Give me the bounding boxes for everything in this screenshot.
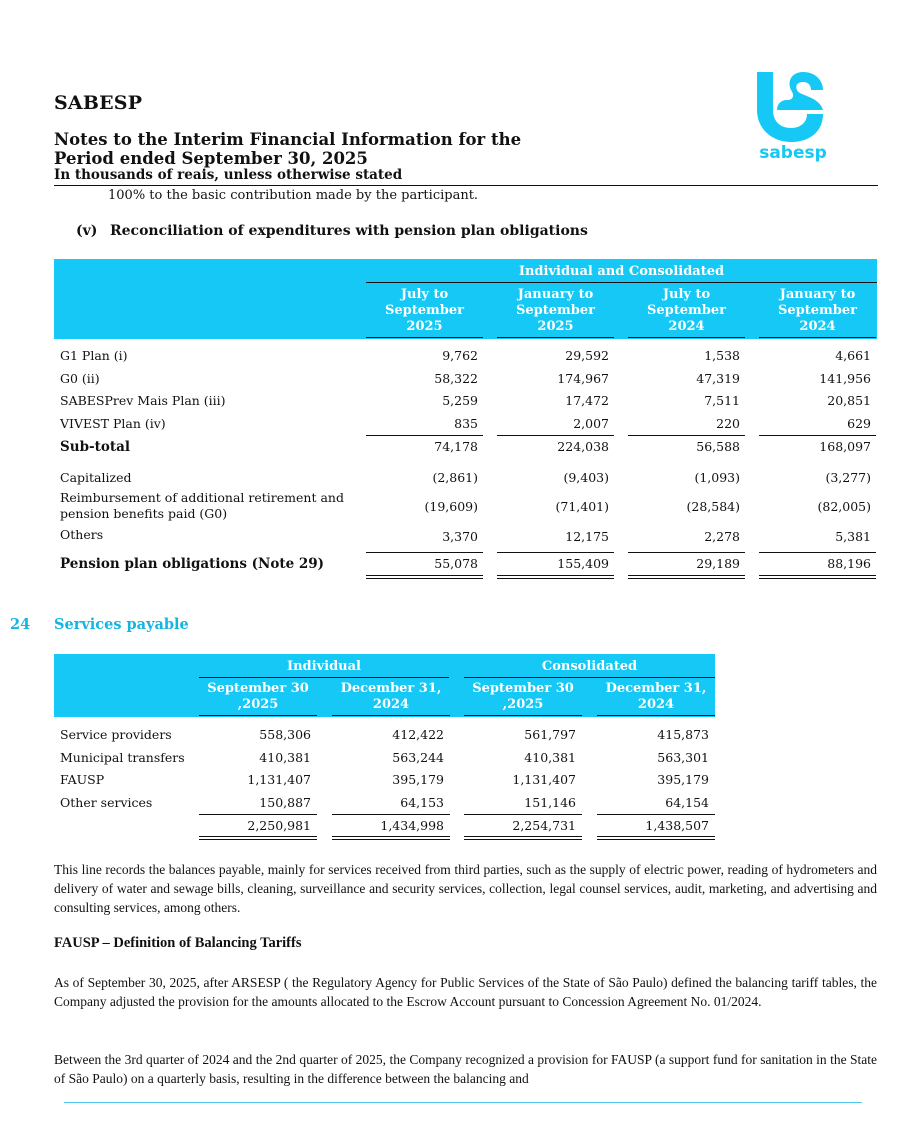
total-rule xyxy=(628,552,745,553)
cell-value: 1,131,407 xyxy=(512,772,576,787)
group-header-individual: Individual xyxy=(199,656,449,678)
cell-value: 412,422 xyxy=(392,727,444,742)
cell-value: 2,250,981 xyxy=(247,818,311,833)
fausp-provision-paragraph: Between the 3rd quarter of 2024 and the 2nd quarter of 2025, the Company recognized a provision for FAUSP (a support fund for sanitation in the State of São Paulo) on a quarterly basis, resulting in the difference between the balancing and xyxy=(54,1052,877,1086)
column-header: December 31, 2024 xyxy=(340,681,442,712)
double-underline xyxy=(759,575,876,579)
total-rule xyxy=(332,814,450,815)
cell-value: 3,370 xyxy=(442,529,478,544)
cell-value: 5,259 xyxy=(442,393,478,408)
cell-value: 174,967 xyxy=(557,371,609,386)
row-label: Sub-total xyxy=(60,439,130,455)
cell-value: 12,175 xyxy=(565,529,609,544)
cell-value: 410,381 xyxy=(259,750,311,765)
subtotal-rule xyxy=(628,435,745,436)
cell-value: 1,538 xyxy=(704,348,740,363)
cell-value: 155,409 xyxy=(557,556,609,571)
cell-value: 151,146 xyxy=(524,795,576,810)
subtotal-rule xyxy=(366,435,483,436)
cell-value: 64,153 xyxy=(400,795,444,810)
section-number: 24 xyxy=(10,616,31,633)
total-rule xyxy=(759,552,876,553)
cell-value: 168,097 xyxy=(819,439,871,454)
row-label: Municipal transfers xyxy=(60,750,185,765)
column-header: January to September 2025 xyxy=(516,287,595,334)
cell-value: 395,179 xyxy=(392,772,444,787)
total-rule xyxy=(497,552,614,553)
row-label: Other services xyxy=(60,795,153,810)
section-v-heading xyxy=(76,223,588,239)
cell-value: (28,584) xyxy=(686,499,740,514)
double-underline xyxy=(597,836,715,840)
column-header: July to September 2025 xyxy=(385,287,464,334)
cell-value: (82,005) xyxy=(817,499,871,514)
cell-value: (71,401) xyxy=(555,499,609,514)
cell-value: 58,322 xyxy=(434,371,478,386)
column-header: December 31, 2024 xyxy=(605,681,707,712)
cell-value: 29,592 xyxy=(565,348,609,363)
cell-value: 47,319 xyxy=(696,371,740,386)
row-label: SABESPrev Mais Plan (iii) xyxy=(60,393,226,408)
cell-value: 56,588 xyxy=(696,439,740,454)
title-line-1: Notes to the Interim Financial Information for the xyxy=(54,130,522,149)
total-rule xyxy=(199,814,317,815)
section-title: Reconciliation of expenditures with pension plan obligations xyxy=(110,223,588,239)
row-label: FAUSP xyxy=(60,772,105,787)
double-underline xyxy=(199,836,317,840)
cell-value: 629 xyxy=(847,416,871,431)
cell-value: 17,472 xyxy=(565,393,609,408)
column-header: September 30 ,2025 xyxy=(472,681,574,712)
cell-value: 74,178 xyxy=(434,439,478,454)
sabesp-logo-icon xyxy=(753,70,833,165)
cell-value: 4,661 xyxy=(835,348,871,363)
cell-value: 2,007 xyxy=(573,416,609,431)
subtotal-rule xyxy=(497,435,614,436)
double-underline xyxy=(464,836,582,840)
company-name: SABESP xyxy=(54,92,143,114)
section-24-heading xyxy=(10,616,189,633)
svg-text:sabesp: sabesp xyxy=(759,143,827,163)
cell-value: (2,861) xyxy=(432,470,478,485)
group-header: Individual and Consolidated xyxy=(366,261,877,283)
row-label: VIVEST Plan (iv) xyxy=(60,416,166,431)
cell-value: 64,154 xyxy=(665,795,709,810)
row-label: Reimbursement of additional retirement and pension benefits paid (G0) xyxy=(60,490,344,521)
cell-value: (3,277) xyxy=(825,470,871,485)
units-subtitle: In thousands of reais, unless otherwise stated xyxy=(54,167,403,183)
cell-value: 2,254,731 xyxy=(512,818,576,833)
total-rule xyxy=(366,552,483,553)
cell-value: 7,511 xyxy=(704,393,740,408)
cell-value: (9,403) xyxy=(563,470,609,485)
document-title xyxy=(54,130,521,168)
arsesp-paragraph: As of September 30, 2025, after ARSESP ( the Regulatory Agency for Public Services of the State of São Paulo) defined the balancing tariff tables, the Company adjusted the provision for the amounts allocated to the Escrow Account pursuant to Concession Agreement No. 01/2024. xyxy=(54,975,877,1009)
cell-value: 150,887 xyxy=(259,795,311,810)
column-header: January to September 2024 xyxy=(778,287,857,334)
cell-value: 415,873 xyxy=(657,727,709,742)
header-rule xyxy=(497,337,614,338)
services-description-paragraph: This line records the balances payable, mainly for services received from third parties, such as the supply of electric power, reading of hydrometers and delivery of water and sewage bills, cleaning, surveillance and security services, collection, legal counsel services, audit, marketing, and advertising and consulting services, among others. xyxy=(54,862,877,915)
cell-value: 1,434,998 xyxy=(380,818,444,833)
cell-value: (19,609) xyxy=(424,499,478,514)
cell-value: 835 xyxy=(454,416,478,431)
header-rule xyxy=(759,337,876,338)
row-label: G1 Plan (i) xyxy=(60,348,128,363)
cell-value: 224,038 xyxy=(557,439,609,454)
double-underline xyxy=(497,575,614,579)
row-label: Others xyxy=(60,527,104,542)
cell-value: 1,438,507 xyxy=(645,818,709,833)
title-line-2: Period ended September 30, 2025 xyxy=(54,149,368,168)
row-label: Service providers xyxy=(60,727,172,742)
column-header: July to September 2024 xyxy=(647,287,726,334)
cell-value: 220 xyxy=(716,416,740,431)
cell-value: 29,189 xyxy=(696,556,740,571)
subtotal-rule xyxy=(759,435,876,436)
footer-divider xyxy=(64,1102,862,1103)
cell-value: 558,306 xyxy=(259,727,311,742)
cell-value: 141,956 xyxy=(819,371,871,386)
total-rule xyxy=(464,814,582,815)
row-label: Pension plan obligations (Note 29) xyxy=(60,556,325,572)
fausp-subheading: FAUSP – Definition of Balancing Tariffs xyxy=(54,935,302,951)
total-rule xyxy=(597,814,715,815)
header-rule xyxy=(464,715,582,716)
cell-value: 88,196 xyxy=(827,556,871,571)
double-underline xyxy=(366,575,483,579)
double-underline xyxy=(628,575,745,579)
cell-value: 563,301 xyxy=(657,750,709,765)
cell-value: 5,381 xyxy=(835,529,871,544)
double-underline xyxy=(332,836,450,840)
cell-value: 55,078 xyxy=(434,556,478,571)
header-rule xyxy=(332,715,450,716)
cell-value: 563,244 xyxy=(392,750,444,765)
row-label: Capitalized xyxy=(60,470,132,485)
continuation-text: 100% to the basic contribution made by the participant. xyxy=(108,188,479,203)
header-divider xyxy=(54,185,878,186)
header-rule xyxy=(366,337,483,338)
header-rule xyxy=(597,715,715,716)
header-rule xyxy=(199,715,317,716)
row-label: G0 (ii) xyxy=(60,371,100,386)
cell-value: 1,131,407 xyxy=(247,772,311,787)
cell-value: 561,797 xyxy=(524,727,576,742)
cell-value: 2,278 xyxy=(704,529,740,544)
cell-value: 395,179 xyxy=(657,772,709,787)
cell-value: 20,851 xyxy=(827,393,871,408)
cell-value: 9,762 xyxy=(442,348,478,363)
sabesp-logo xyxy=(753,70,833,165)
group-header-consolidated: Consolidated xyxy=(464,656,715,678)
section-title: Services payable xyxy=(54,616,189,633)
section-number: (v) xyxy=(76,223,98,239)
column-header: September 30 ,2025 xyxy=(207,681,309,712)
cell-value: (1,093) xyxy=(694,470,740,485)
cell-value: 410,381 xyxy=(524,750,576,765)
header-rule xyxy=(628,337,745,338)
